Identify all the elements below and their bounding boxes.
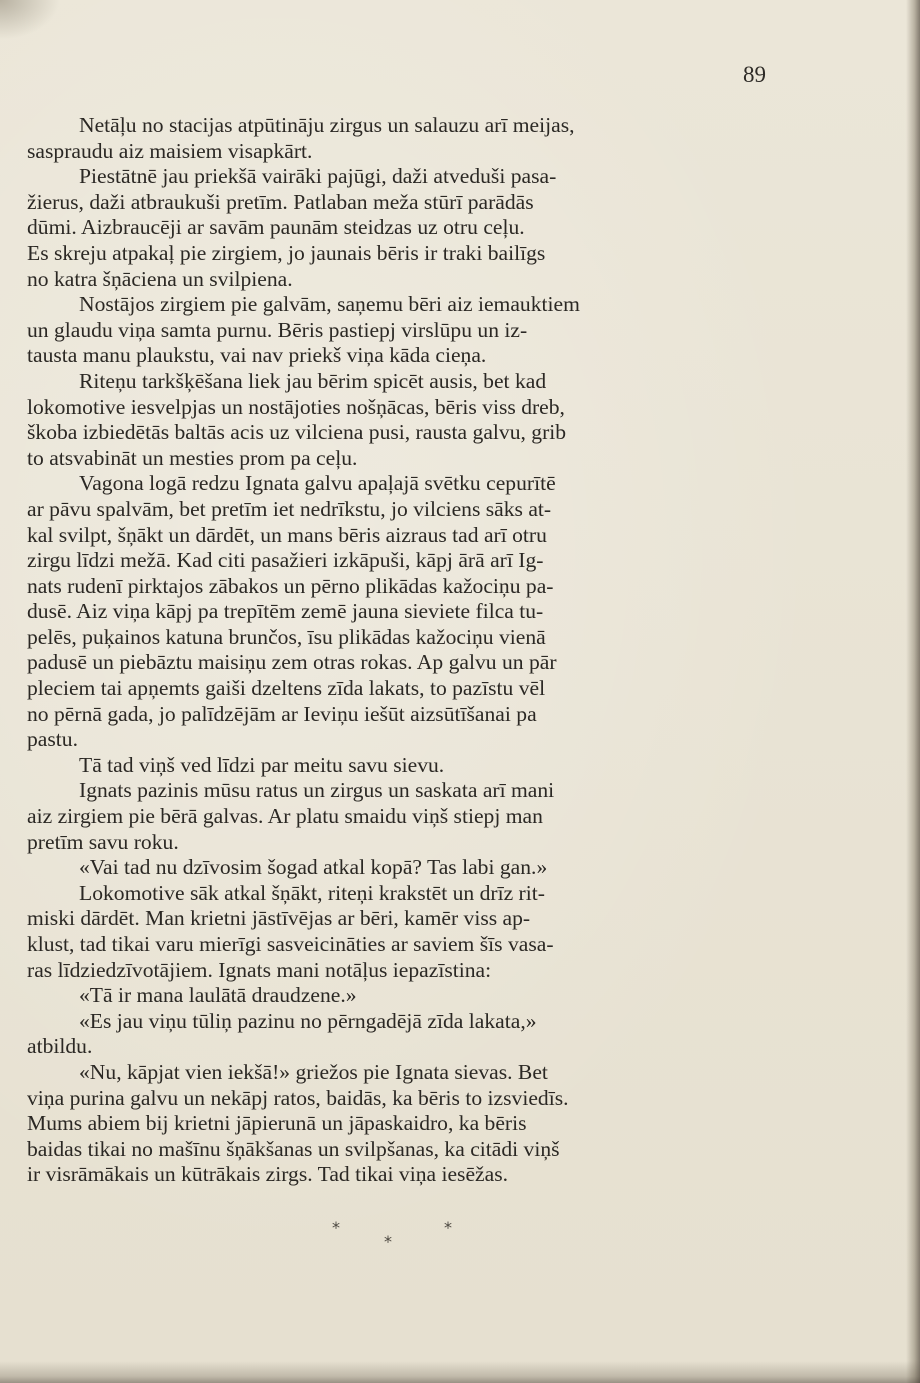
text-line: Tā tad viņš ved līdzi par meitu savu sievu. <box>79 752 445 777</box>
text-line: no katra šņāciena un svilpiena. <box>27 266 293 291</box>
text-line: klust, tad tikai varu mierīgi sasveicināties ar saviem šīs vasa- <box>27 932 554 956</box>
paragraph <box>27 881 775 983</box>
paragraph <box>27 292 775 369</box>
text-line: «Es jau viņu tūliņ pazinu no pērngadējā zīda lakata,» <box>79 1008 537 1033</box>
page-number: 89 <box>743 62 766 87</box>
text-line: no pērnā gada, jo palīdzējām ar Ieviņu iešūt aizsūtīšanai pa <box>27 701 537 726</box>
text-line: «Vai tad nu dzīvosim šogad atkal kopā? Tas labi gan.» <box>79 855 548 880</box>
text-line: Riteņu tarkšķēšana liek jau bērim spicēt ausis, bet kad <box>79 368 547 393</box>
text-line: Nostājos zirgiem pie galvām, saņemu bēri aiz iemauktiem <box>79 292 580 317</box>
text-line: ras līdziedzīvotājiem. Ignats mani notāļus iepazīstina: <box>27 957 492 982</box>
paragraph <box>27 164 775 292</box>
text-line: ir visrāmākais un kūtrākais zirgs. Tad tikai viņa iesēžas. <box>27 1162 509 1187</box>
text-line: tausta manu plaukstu, vai nav priekš viņa kāda cieņa. <box>27 343 487 368</box>
text-line: Vagona logā redzu Ignata galvu apaļajā svētku cepurītē <box>79 471 556 496</box>
text-line: pleciem tai apņemts gaiši dzeltens zīda lakats, to pazīstu vēl <box>27 676 546 701</box>
text-line: atbildu. <box>27 1034 93 1059</box>
text-line: škoba izbiedētās baltās acis uz vilciena pusi, rausta galvu, grib <box>27 420 567 445</box>
text-line: «Nu, kāpjat vien iekšā!» griežos pie Ignata sievas. Bet <box>79 1059 548 1084</box>
text-line: Piestātnē jau priekšā vairāki pajūgi, daži atveduši pasa- <box>79 164 557 189</box>
paragraph <box>27 855 775 881</box>
text-line: Ignats pazinis mūsu ratus un zirgus un saskata arī mani <box>79 778 555 803</box>
text-line: nats rudenī pirktajos zābakos un pērno plikādas kažociņu pa- <box>27 573 554 598</box>
text-line: kal svilpt, šņākt un dārdēt, un mans bēris aizraus tad arī otru <box>27 522 547 547</box>
paragraph <box>27 753 775 779</box>
page-corner-shadow <box>0 0 60 40</box>
text-line: pretīm savu roku. <box>27 829 179 854</box>
text-line: Netāļu no stacijas atpūtināju zirgus un salauzu arī meijas, <box>79 113 575 137</box>
text-line: pastu. <box>27 727 78 752</box>
text-line: to atsvabināt un mesties prom pa ceļu. <box>27 445 358 470</box>
text-line: žierus, daži atbraukuši pretīm. Patlaban meža stūrī parādās <box>27 189 534 214</box>
body-text <box>27 113 775 1188</box>
asterisk: * <box>332 1218 340 1237</box>
paragraph <box>27 778 775 855</box>
text-line: saspraudu aiz maisiem visapkārt. <box>27 138 313 163</box>
paragraph <box>27 471 775 753</box>
text-line: miski dārdēt. Man krietni jāstīvējas ar bēri, kamēr viss ap- <box>27 906 531 931</box>
text-line: baidas tikai no mašīnu šņākšanas un svilpšanas, ka citādi viņš <box>27 1136 560 1161</box>
section-separator <box>320 1218 470 1258</box>
asterisk: * <box>384 1232 392 1251</box>
paragraph <box>27 113 775 164</box>
text-line: Es skreju atpakaļ pie zirgiem, jo jaunais bēris ir traki bailīgs <box>27 240 546 265</box>
text-line: dusē. Aiz viņa kāpj pa trepītēm zemē jauna sieviete filca tu- <box>27 599 544 624</box>
text-line: lokomotive iesvelpjas un nostājoties nošņācas, bēris viss dreb, <box>27 394 565 419</box>
text-line: padusē un piebāztu maisiņu zem otras rokas. Ap galvu un pār <box>27 650 557 675</box>
paragraph <box>27 1009 775 1060</box>
text-line: Mums abiem bij krietni jāpierunā un jāpaskaidro, ka bēris <box>27 1111 527 1136</box>
asterisk: * <box>444 1218 452 1237</box>
text-line: zirgu līdzi mežā. Kad citi pasažieri izkāpuši, kāpj ārā arī Ig- <box>27 548 544 573</box>
paragraph <box>27 369 775 471</box>
paragraph <box>27 1060 775 1188</box>
text-line: «Tā ir mana laulātā draudzene.» <box>79 983 357 1008</box>
page-edge-bottom <box>0 1361 920 1383</box>
text-line: viņa purina galvu un nekāpj ratos, baidās, ka bēris to izsviedīs. <box>27 1085 569 1110</box>
text-line: aiz zirgiem pie bērā galvas. Ar platu smaidu viņš stiepj man <box>27 804 543 829</box>
text-line: pelēs, puķainos katuna brunčos, īsu plikādas kažociņu vienā <box>27 624 546 649</box>
text-line: ar pāvu spalvām, bet pretīm iet nedrīkstu, jo vilciens sāks at- <box>27 496 552 521</box>
text-line: dūmi. Aizbraucēji ar savām paunām steidzas uz otru ceļu. <box>27 215 525 240</box>
text-line: Lokomotive sāk atkal šņākt, riteņi krakstēt un drīz rit- <box>79 880 545 905</box>
page-edge-right <box>906 0 920 1383</box>
paragraph <box>27 983 775 1009</box>
text-line: un glaudu viņa samta purnu. Bēris pastiepj virslūpu un iz- <box>27 317 528 342</box>
